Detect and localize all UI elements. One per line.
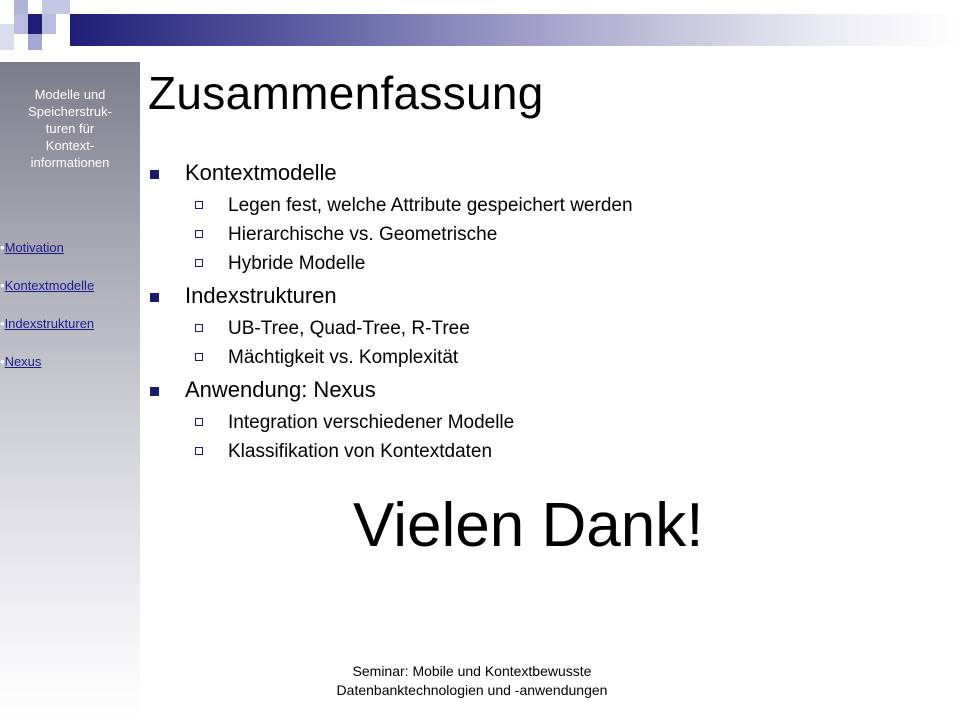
list-item-level2 xyxy=(150,220,950,249)
sidebar-item-indexstrukturen xyxy=(0,314,140,334)
list-item-level2 xyxy=(150,314,950,343)
bullet-dot: • xyxy=(0,354,5,369)
decor-square xyxy=(0,0,14,14)
list-item-level1 xyxy=(150,155,950,191)
list-item-level2 xyxy=(150,343,950,372)
decor-square xyxy=(28,0,42,14)
decor-square xyxy=(42,14,56,34)
slide-title: Zusammenfassung xyxy=(148,67,544,119)
section-heading: Kontextmodelle xyxy=(185,160,337,185)
hollow-square-bullet-icon xyxy=(195,230,203,238)
closing-message: Vielen Dank! xyxy=(353,491,704,560)
decor-square xyxy=(42,0,70,14)
bullet-dot: • xyxy=(0,278,5,293)
sidebar xyxy=(0,62,140,720)
decor-square xyxy=(14,14,28,34)
nav-link-kontextmodelle[interactable]: Kontextmodelle xyxy=(4,278,95,293)
list-item-level2 xyxy=(150,249,950,278)
list-item-level2 xyxy=(150,437,950,466)
sidebar-nav xyxy=(0,238,140,390)
sidebar-item-motivation xyxy=(0,238,140,258)
square-bullet-icon xyxy=(150,293,159,302)
summary-list xyxy=(150,155,950,466)
slide-footer: Seminar: Mobile und Kontextbewusste Datenbanktechnologien und -anwendungen xyxy=(336,663,608,698)
hollow-square-bullet-icon xyxy=(195,418,203,426)
list-item-level1 xyxy=(150,372,950,408)
decor-square xyxy=(14,0,28,14)
bullet-dot: • xyxy=(0,240,5,255)
decor-square xyxy=(28,34,42,50)
section-heading: Anwendung: Nexus xyxy=(185,377,376,402)
nav-link-motivation[interactable]: Motivation xyxy=(4,240,64,255)
sidebar-item-nexus xyxy=(0,352,140,372)
sidebar-title: Modelle und Speicherstruk- turen für Kontext- informationen xyxy=(28,87,112,170)
list-item-level1 xyxy=(150,278,950,314)
list-item-text: Mächtigkeit vs. Komplexität xyxy=(228,347,459,368)
list-item-text: Klassifikation von Kontextdaten xyxy=(228,441,493,462)
square-bullet-icon xyxy=(150,170,159,179)
hollow-square-bullet-icon xyxy=(195,259,203,267)
list-item-level2 xyxy=(150,191,950,220)
bullet-dot: • xyxy=(0,316,5,331)
nav-link-nexus[interactable]: Nexus xyxy=(4,354,42,369)
hollow-square-bullet-icon xyxy=(195,447,203,455)
square-bullet-icon xyxy=(150,387,159,396)
decor-square xyxy=(28,14,42,34)
hollow-square-bullet-icon xyxy=(195,201,203,209)
section-heading: Indexstrukturen xyxy=(185,283,337,308)
list-item-text: Hierarchische vs. Geometrische xyxy=(228,224,498,245)
list-item-text: Hybride Modelle xyxy=(228,253,366,274)
hollow-square-bullet-icon xyxy=(195,353,203,361)
nav-link-indexstrukturen[interactable]: Indexstrukturen xyxy=(4,316,95,331)
list-item-text: Integration verschiedener Modelle xyxy=(228,412,515,433)
list-item-level2 xyxy=(150,408,950,437)
hollow-square-bullet-icon xyxy=(195,324,203,332)
header-gradient-band xyxy=(70,14,960,46)
sidebar-item-kontextmodelle xyxy=(0,276,140,296)
list-item-text: UB-Tree, Quad-Tree, R-Tree xyxy=(228,318,470,339)
decor-square xyxy=(0,24,14,50)
list-item-text: Legen fest, welche Attribute gespeichert werden xyxy=(228,195,633,216)
